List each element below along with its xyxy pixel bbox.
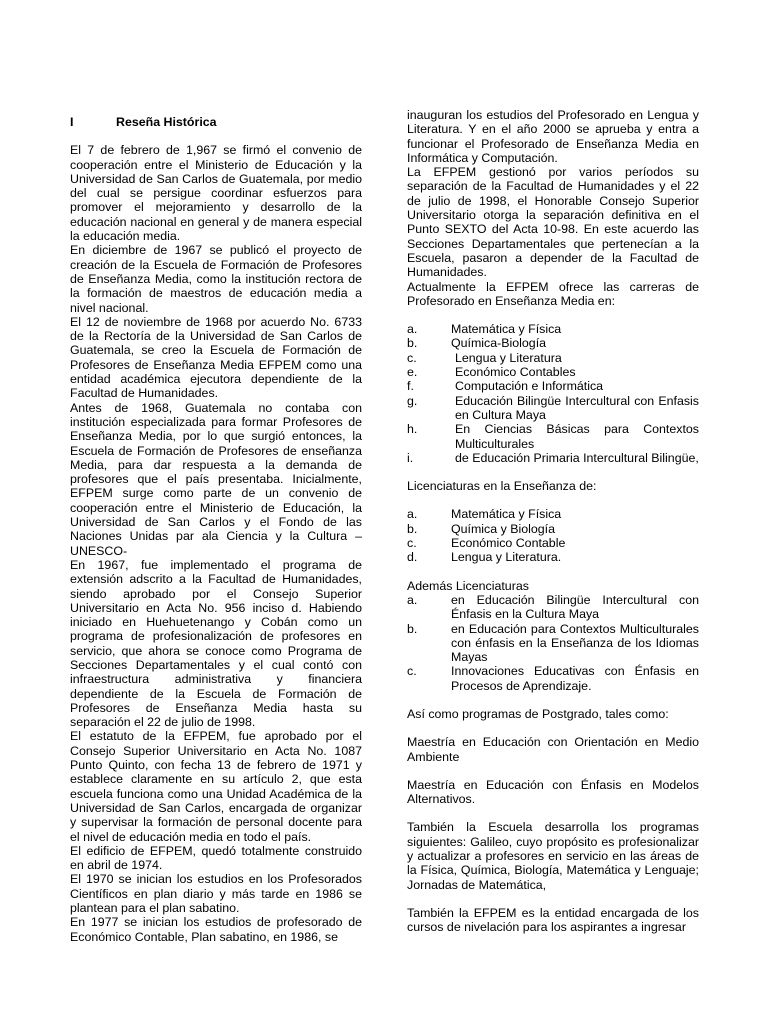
paragraph: El estatuto de la EFPEM, fue aprobado por el Consejo Superior Universitario en Acta No. 1087 Punto Quinto, con fecha 13 de febrero de 1971 y establece claramente en su artículo 2, que esta escuela funciona como una Unidad Académica de la Universidad de San Carlos, encargada de organizar y supervisar la formación de personal docente para el nivel de educación media en todo el país. bbox=[70, 729, 362, 844]
list-item bbox=[407, 322, 699, 336]
licenciaturas-list bbox=[407, 507, 699, 564]
licenciaturas-heading: Licenciaturas en la Enseñanza de: bbox=[407, 479, 597, 494]
list-marker: c. bbox=[407, 664, 417, 679]
list-item-text: Lengua y Literatura bbox=[455, 350, 562, 365]
list-item-text: Computación e Informática bbox=[455, 379, 604, 394]
careers-list bbox=[407, 322, 699, 465]
list-item-text: Matemática y Física bbox=[451, 322, 562, 337]
ademas-list bbox=[407, 593, 699, 693]
paragraph: El 12 de noviembre de 1968 por acuerdo No. 6733 de la Rectoría de la Universidad de San Carlos de Guatemala, se creo la Escuela de Formación de Profesores de Enseñanza Media EFPEM como una entidad académica ejecutora dependiente de la Facultad de Humanidades. bbox=[70, 314, 362, 401]
list-item bbox=[407, 451, 699, 465]
paragraph: inauguran los estudios del Profesorado en Lengua y Literatura. Y en el año 2000 se aprueba y entra a funcionar el Profesorado de Enseñanza Media en Informática y Computación. bbox=[407, 108, 699, 165]
paragraph: En diciembre de 1967 se publicó el proyecto de creación de la Escuela de Formación de Profesores de Enseñanza Media, como la institución rectora de la formación de maestros de educación media a nivel nacional. bbox=[70, 243, 362, 315]
list-marker: d. bbox=[407, 550, 418, 565]
list-marker: b. bbox=[407, 621, 418, 636]
list-item bbox=[407, 550, 699, 564]
list-item bbox=[407, 365, 699, 379]
list-marker: e. bbox=[407, 365, 418, 380]
paragraph: También la EFPEM es la entidad encargada de los cursos de nivelación para los aspirantes a ingresar bbox=[407, 905, 699, 935]
list-item bbox=[407, 664, 699, 693]
list-marker: a. bbox=[407, 322, 418, 337]
list-item-text: en Educación para Contextos Multiculturales con énfasis en la Enseñanza de los Idiomas Mayas bbox=[451, 621, 699, 665]
list-item-text: Química y Biología bbox=[451, 521, 555, 536]
list-marker: g. bbox=[407, 393, 418, 408]
list-item bbox=[407, 422, 699, 451]
paragraph: Antes de 1968, Guatemala no contaba con institución especializada para formar Profesores de Enseñanza Media, por lo que surgió entonces, la Escuela de Formación de Profesores de enseñanza Media, para dar respuesta a la demanda de profesores que el país presentaba. Inicialmente, EFPEM surge como parte de un convenio de cooperación entre el Ministerio de Educación, la Universidad de San Carlos y el Fondo de las Naciones Unidas par ala Ciencia y la Cultura – UNESCO- bbox=[70, 400, 362, 558]
right-column bbox=[407, 108, 699, 935]
list-marker: c. bbox=[407, 350, 417, 365]
list-marker: i. bbox=[407, 450, 414, 465]
list-marker: f. bbox=[407, 379, 414, 394]
list-marker: a. bbox=[407, 592, 418, 607]
list-item-text: en Educación Bilingüe Intercultural con Énfasis en la Cultura Maya bbox=[451, 592, 699, 622]
list-item bbox=[407, 622, 699, 665]
list-item-text: Educación Bilingüe Intercultural con Enfasis en Cultura Maya bbox=[455, 393, 699, 422]
paragraph: En 1977 se inician los estudios de profesorado de Económico Contable, Plan sabatino, en 1986, se bbox=[70, 915, 362, 944]
list-item-text: Económico Contables bbox=[455, 365, 576, 380]
list-item-text: Matemática y Física bbox=[451, 507, 562, 522]
left-column bbox=[70, 115, 362, 944]
list-item bbox=[407, 536, 699, 550]
paragraph: En 1967, fue implementado el programa de extensión adscrito a la Facultad de Humanidades, siendo aprobado por el Consejo Superior Universitario en Acta No. 956 inciso d. Habiendo iniciado en Huehuetenango y Cobán como un programa de profesionalización de profesores en servicio, que ahora se conoce como Programa de Secciones Departamentales y el cual contó con infraestructura administrativa y financiera dependiente de la Escuela de Formación de Profesores de Enseñanza Media hasta su separación el 22 de julio de 1998. bbox=[70, 557, 362, 730]
paragraph: El 7 de febrero de 1,967 se firmó el convenio de cooperación entre el Ministerio de Educación y la Universidad de San Carlos de Guatemala, por medio del cual se persigue coordinar esfuerzos para promover el mejoramiento y desarrollo de la educación nacional en general y de manera especial la educación media. bbox=[70, 143, 362, 244]
list-item bbox=[407, 394, 699, 423]
list-item-text: En Ciencias Básicas para Contextos Multiculturales bbox=[455, 422, 699, 451]
section-heading bbox=[70, 115, 362, 129]
list-item-text: Económico Contable bbox=[451, 536, 566, 551]
list-item bbox=[407, 507, 699, 521]
list-item bbox=[407, 379, 699, 393]
list-marker: a. bbox=[407, 507, 418, 522]
list-marker: b. bbox=[407, 336, 418, 351]
list-marker: h. bbox=[407, 422, 418, 437]
maestria-text: Maestría en Educación con Orientación en Medio Ambiente bbox=[407, 735, 699, 764]
list-item bbox=[407, 522, 699, 536]
list-item-text: de Educación Primaria Intercultural Bilingüe, bbox=[455, 450, 699, 465]
list-marker: c. bbox=[407, 536, 417, 551]
list-marker: b. bbox=[407, 521, 418, 536]
list-item-text: Lengua y Literatura. bbox=[451, 550, 562, 565]
maestria-text: Maestría en Educación con Énfasis en Modelos Alternativos. bbox=[407, 777, 699, 807]
list-item-text: Innovaciones Educativas con Énfasis en Procesos de Aprendizaje. bbox=[451, 664, 699, 693]
list-item bbox=[407, 336, 699, 350]
paragraph: El edificio de EFPEM, quedó totalmente construido en abril de 1974. bbox=[70, 843, 362, 873]
ademas-heading: Además Licenciaturas bbox=[407, 578, 529, 593]
list-item bbox=[407, 351, 699, 365]
list-item-text: Química-Biología bbox=[451, 336, 547, 351]
list-item bbox=[407, 593, 699, 622]
paragraph: Actualmente la EFPEM ofrece las carreras de Profesorado en Enseñanza Media en: bbox=[407, 279, 699, 308]
section-title: Reseña Histórica bbox=[116, 115, 217, 129]
paragraph: También la Escuela desarrolla los programas siguientes: Galileo, cuyo propósito es profesionalizar y actualizar a profesores en servicio en las áreas de la Física, Química, Biología, Matemática y Lenguaje; Jornadas de Matemática, bbox=[407, 820, 699, 892]
section-number: I bbox=[70, 115, 74, 129]
paragraph: La EFPEM gestionó por varios períodos su separación de la Facultad de Humanidades y el 22 de julio de 1998, el Honorable Consejo Superior Universitario otorga la separación definitiva en el Punto SEXTO del Acta 10-98. En este acuerdo las Secciones Departamentales que pertenecían a la Escuela, pasaron a depender de la Facultad de Humanidades. bbox=[407, 165, 699, 280]
paragraph: El 1970 se inician los estudios en los Profesorados Científicos en plan diario y más tarde en 1986 se plantean para el plan sabatino. bbox=[70, 872, 362, 916]
postgrado-text: Así como programas de Postgrado, tales como: bbox=[407, 706, 669, 721]
